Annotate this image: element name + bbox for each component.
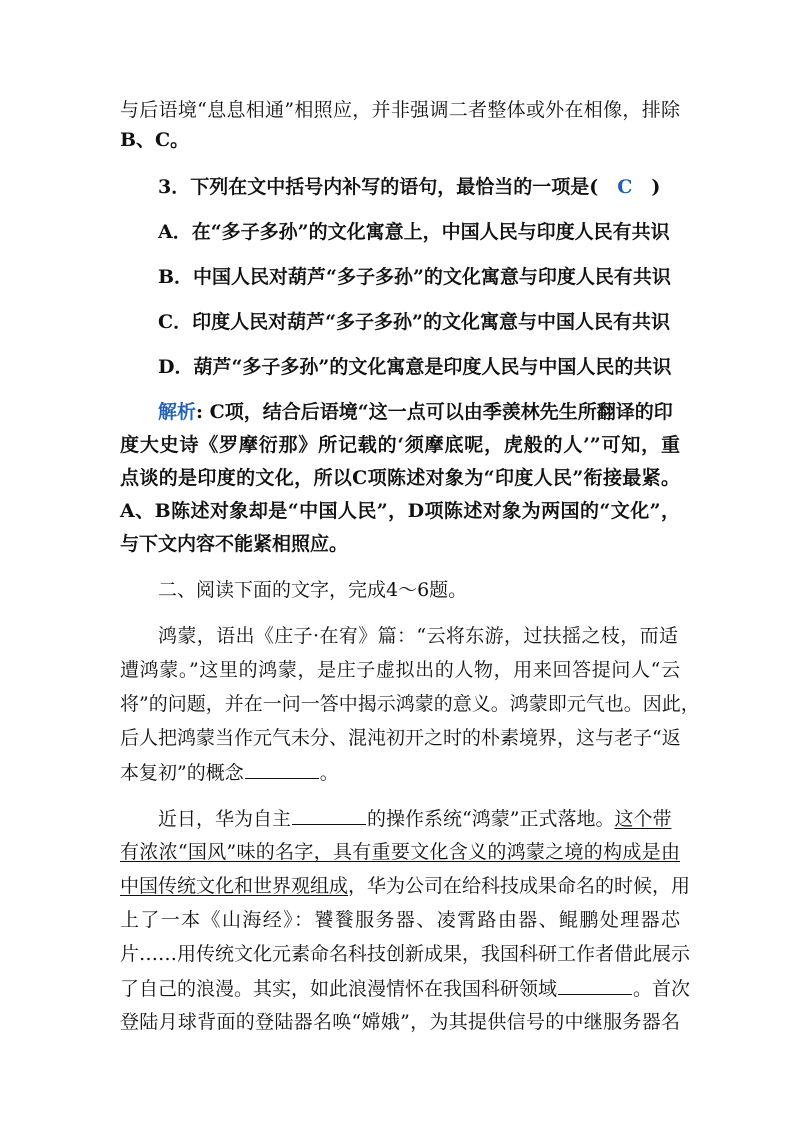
option-b: B．中国人民对葫芦“多子多孙”的文化寓意与印度人民有共识 [158, 266, 671, 288]
analysis-label: 解析 [158, 401, 197, 423]
analysis-line-2: 度大史诗《罗摩衍那》所记载的‘须摩底呢，虎般的人’”可知，重 [120, 434, 680, 456]
passage-p2-line-3 [120, 874, 691, 898]
p2-line3-rest: ，华为公司在给科技成果命名的时候，用 [348, 875, 691, 897]
passage-p2-line-4: 上了一本《山海经》：饕餮服务器、凌霄路由器、鲲鹏处理器芯 [120, 909, 680, 931]
question-3-stem [158, 175, 678, 199]
prev-analysis-line-2: B、C。 [120, 129, 190, 151]
underlined-sentence-part-3: 中国传统文化和世界观组成 [120, 875, 349, 897]
question-3-answer: C [617, 176, 633, 198]
fill-blank-1 [245, 760, 319, 779]
passage-p1-line-4: 后人把鸿蒙当作元气未分、混沌初开之时的朴素境界，这与老子“返 [120, 727, 681, 749]
passage-p1-line-2: 遭鸿蒙。”这里的鸿蒙，是庄子虚拟出的人物，用来回答提问人“云 [120, 659, 680, 681]
analysis-line-1 [158, 400, 678, 424]
passage-p2-line-7: 登陆月球背面的登陆器名唤“嫦娥”，为其提供信号的中继服务器名 [120, 1011, 680, 1033]
passage-p1-last-end: 。 [319, 762, 339, 784]
p2-line1-a: 近日，华为自主 [158, 808, 292, 830]
option-a: A．在“多子多孙”的文化寓意上，中国人民与印度人民有共识 [158, 221, 670, 243]
passage-p2-line-5: 片……用传统文化元素命名科技创新成果，我国科研工作者借此展示 [120, 943, 691, 965]
passage-p2-line-2 [120, 840, 680, 864]
fill-blank-3 [558, 976, 632, 995]
passage-p1-line-1: 鸿蒙，语出《庄子·在宥》篇：“云将东游，过扶摇之枝，而适 [158, 625, 678, 647]
question-3-stem-text: 3．下列在文中括号内补写的语句，最恰当的一项是( [158, 176, 618, 198]
question-3-stem-end: ) [632, 176, 661, 198]
underlined-sentence-part-1: 这个带 [614, 808, 672, 830]
p2-line1-b: 的操作系统“鸿蒙”正式落地。 [367, 808, 615, 830]
option-c: C．印度人民对葫芦“多子多孙”的文化寓意与中国人民有共识 [158, 311, 670, 333]
passage-p1-last-text: 本复初”的概念 [120, 762, 244, 784]
prev-analysis-line-1: 与后语境“息息相通”相照应，并非强调二者整体或外在相像，排除 [120, 99, 680, 121]
analysis-text-1: : C项，结合后语境“这一点可以由季羡林先生所翻译的印 [196, 401, 673, 423]
p2-line6-b: 。首次 [633, 978, 691, 1000]
passage-p1-line-5 [120, 760, 680, 785]
analysis-line-3: 点谈的是印度的文化，所以C项陈述对象为“印度人民”衔接最紧。 [120, 467, 680, 489]
passage-p2-line-6 [120, 976, 691, 1001]
analysis-line-5: 与下文内容不能紧相照应。 [120, 533, 349, 555]
section-2-heading: 二、阅读下面的文字，完成4～6题。 [158, 579, 468, 601]
underlined-sentence-part-2: 有浓浓“国风”味的名字，具有重要文化含义的鸿蒙之境的构成是由 [120, 841, 680, 863]
option-d: D．葫芦“多子多孙”的文化寓意是印度人民与中国人民的共识 [158, 356, 672, 378]
passage-p2-line-1 [158, 806, 678, 831]
analysis-line-4: A、B陈述对象却是“中国人民”，D项陈述对象为两国的“文化”， [120, 500, 680, 522]
fill-blank-2 [292, 806, 366, 825]
passage-p1-line-3: 将”的问题，并在一问一答中揭示鸿蒙的意义。鸿蒙即元气也。因此， [120, 693, 700, 715]
p2-line6-a: 了自己的浪漫。其实，如此浪漫情怀在我国科研领域 [120, 978, 558, 1000]
